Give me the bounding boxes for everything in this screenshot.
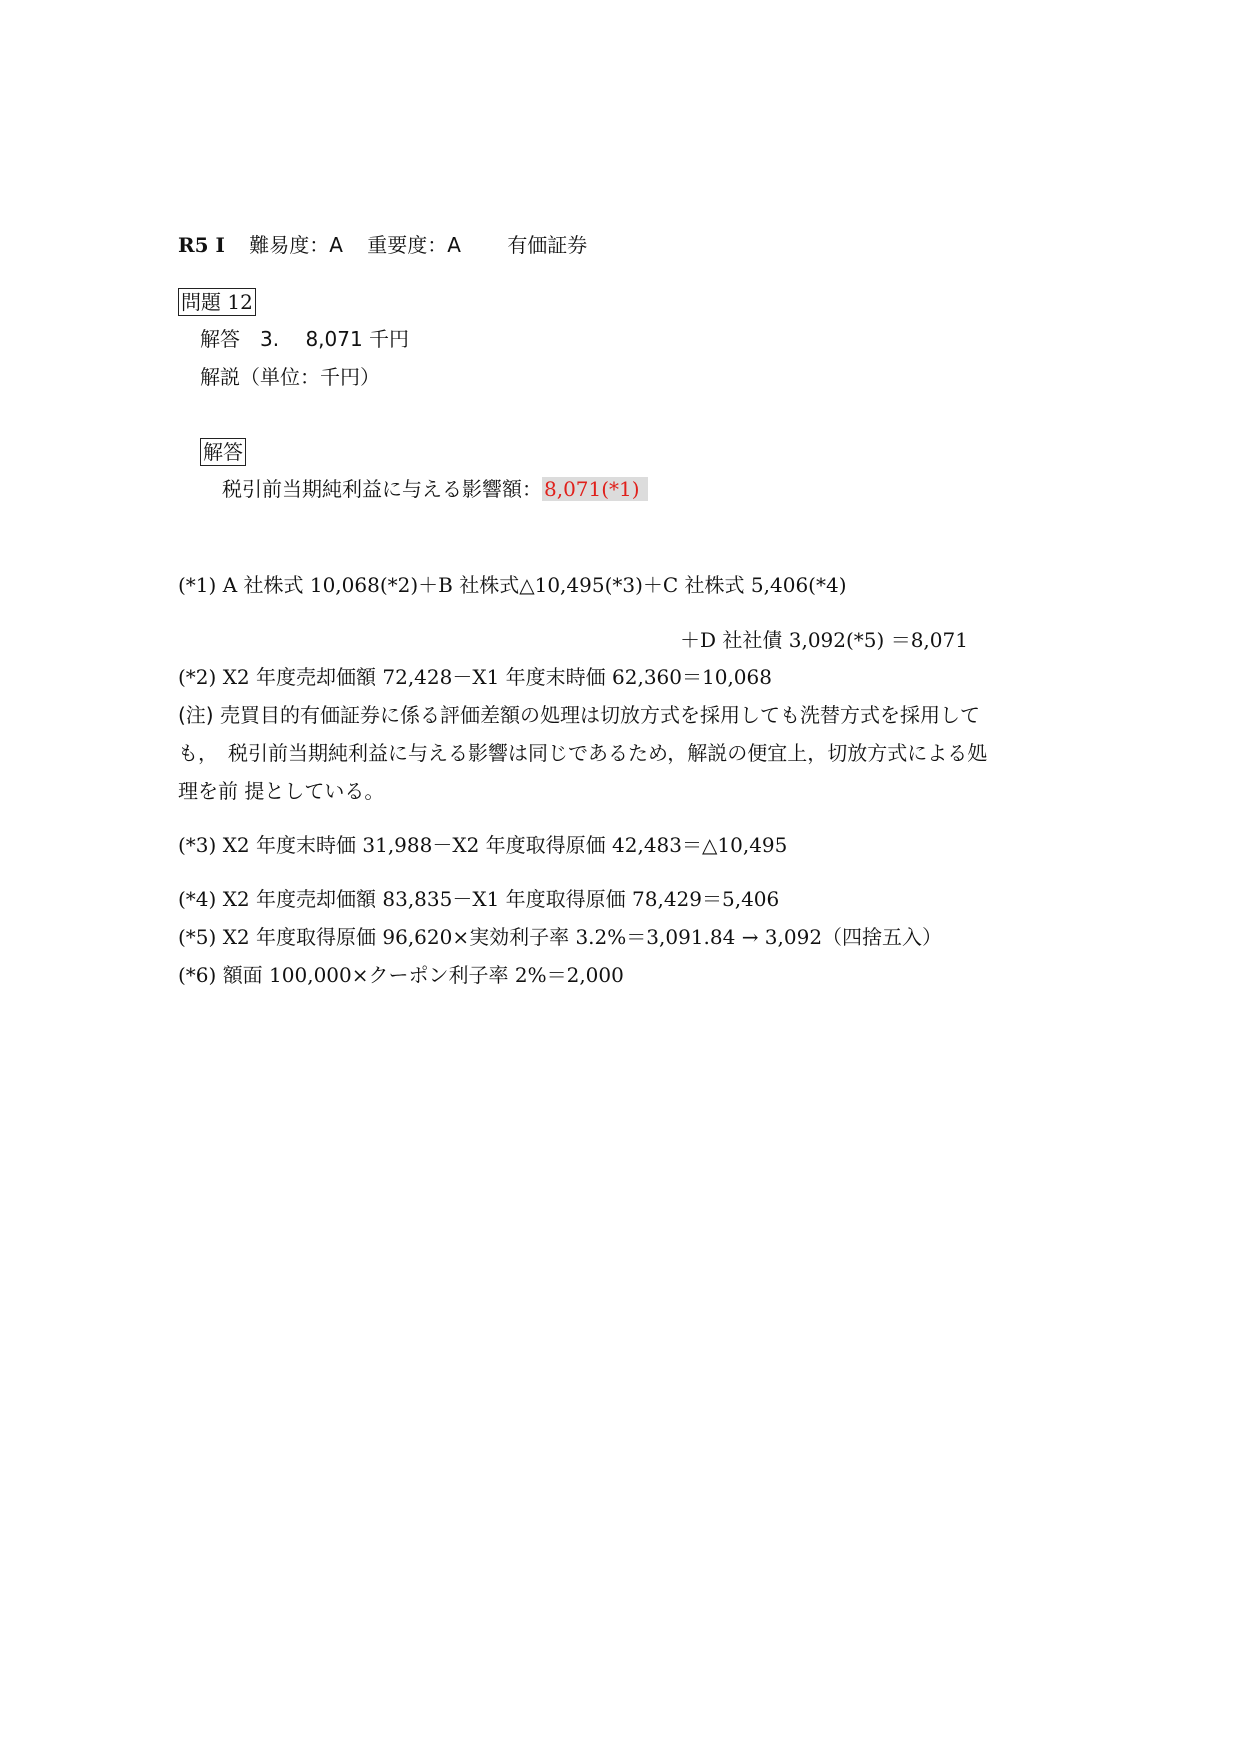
caution-line-1: (注) 売買目的有価証券に係る評価差額の処理は切放方式を採用しても洗替方式を採用して bbox=[178, 703, 980, 727]
note-1-line-1: (*1) A 社株式 10,068(*2)＋B 社株式△10,495(*3)＋C 社株式 5,406(*4) bbox=[178, 573, 847, 597]
caution-line-2: も， 税引前当期純利益に与える影響は同じであるため，解説の便宜上，切放方式による処 bbox=[178, 741, 988, 765]
header-line bbox=[178, 232, 587, 258]
note-3: (*3) X2 年度末時価 31,988－X2 年度取得原価 42,483＝△10,495 bbox=[178, 833, 788, 857]
answer-statement-text: 税引前当期純利益に与える影響額： bbox=[222, 477, 542, 501]
topic-label: 有価証券 bbox=[507, 233, 588, 257]
answer-box bbox=[200, 438, 246, 466]
caution-line-3: 理を前 提としている。 bbox=[178, 779, 385, 803]
note-2: (*2) X2 年度売却価額 72,428－X1 年度末時価 62,360＝10,068 bbox=[178, 665, 772, 689]
answer-summary: 解答 3. 8,071 千円 bbox=[200, 327, 410, 351]
difficulty-label: 難易度：A bbox=[249, 233, 343, 257]
note-4: (*4) X2 年度売却価額 83,835－X1 年度取得原価 78,429＝5,406 bbox=[178, 887, 780, 911]
problem-label-box: 問題 12 bbox=[178, 288, 256, 316]
importance-label: 重要度：A bbox=[367, 233, 461, 257]
exam-code: R5 Ⅰ bbox=[178, 233, 225, 257]
note-1-line-2: ＋D 社社債 3,092(*5) ＝8,071 bbox=[680, 628, 968, 652]
commentary-heading: 解説（単位：千円） bbox=[200, 365, 380, 389]
answer-statement bbox=[222, 476, 648, 502]
answer-box-label: 解答 bbox=[200, 438, 246, 466]
problem-number bbox=[178, 288, 256, 316]
answer-value-highlight: 8,071(*1) bbox=[542, 477, 648, 501]
note-5: (*5) X2 年度取得原価 96,620×実効利子率 3.2%＝3,091.84 → 3,092（四捨五入） bbox=[178, 925, 943, 949]
note-6: (*6) 額面 100,000×クーポン利子率 2%＝2,000 bbox=[178, 963, 624, 987]
